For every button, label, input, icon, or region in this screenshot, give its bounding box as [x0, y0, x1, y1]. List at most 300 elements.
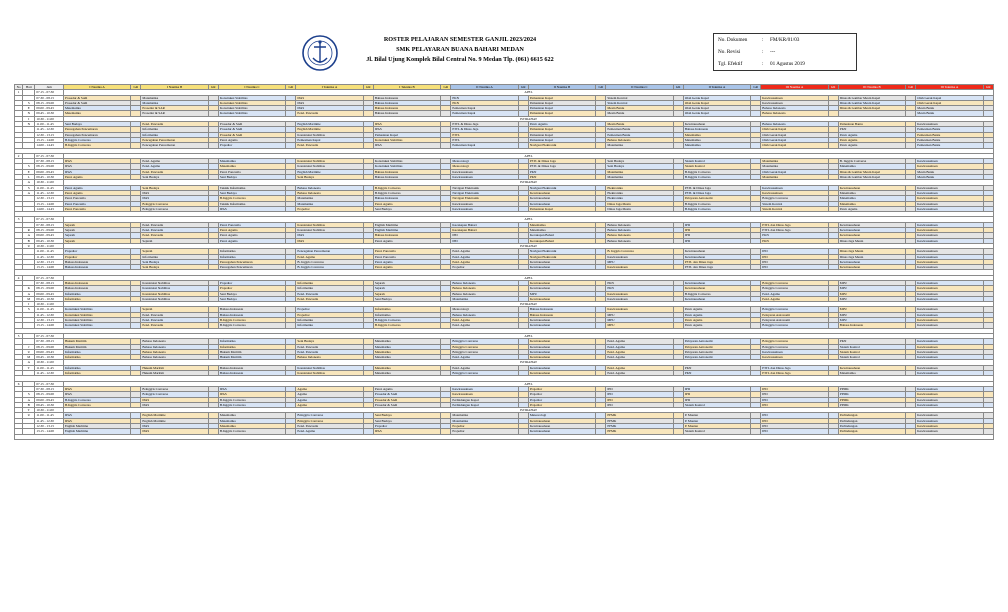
subject-cell: Pend. Pancasila — [141, 122, 208, 127]
subject-cell: IPD — [683, 397, 750, 402]
subject-cell: Informatika — [218, 249, 285, 254]
subject-cell: Bahasa Indonesia — [141, 339, 208, 344]
doc-info-row: No. Dokumen : FM/KR/01/03 — [718, 37, 800, 43]
subject-cell: Pend. Agama — [296, 429, 363, 434]
subject-cell: Pemesinan Kapal — [528, 127, 595, 132]
subject-cell: Pend. Agama — [606, 355, 673, 360]
time-slot: 09.45 - 10.30 — [35, 175, 64, 180]
subject-cell: Hukum Maritim — [141, 365, 208, 370]
subject-cell: Bahasa Indonesia — [63, 265, 130, 270]
subject-cell: B.Inggris Conversa — [761, 280, 828, 285]
subject-cell: Pend. Agama — [838, 132, 905, 137]
subject-cell: Mesin Bantu — [606, 122, 673, 127]
subject-cell: B.Inggris Conversa — [761, 307, 828, 312]
subject-cell: Pelayaran Astronomi — [683, 355, 750, 360]
subject-cell: Agama — [296, 402, 363, 407]
subject-cell: IPAS — [63, 413, 130, 418]
subject-cell: Pend. Agama — [606, 365, 673, 370]
subject-cell: Konstruksi Stabilitas — [296, 159, 363, 164]
subject-cell: English Maritime — [63, 429, 130, 434]
day-letter: M — [23, 296, 35, 301]
day-letter: N — [23, 111, 35, 116]
subject-cell: Projedtor — [528, 386, 595, 391]
subject-cell: Mesin Bantu — [916, 169, 983, 174]
subject-cell: Kewirausahaan — [916, 349, 983, 354]
subject-cell: Pelayaran Astronomi — [761, 312, 828, 317]
school-name: SMK PELAYARAN BUANA BAHARI MEDAN — [396, 46, 524, 53]
subject-cell: PKN — [528, 175, 595, 180]
subject-cell: Bahasa Indonesia — [141, 349, 208, 354]
subject-cell: Meteorologi — [528, 413, 595, 418]
subject-cell: Pend. Pancasila — [141, 323, 208, 328]
subject-cell: Dinas & Gambar Mesin Kapal — [838, 169, 905, 174]
subject-cell: B.Inggris Conversa — [761, 196, 828, 201]
subject-cell: Sejarah — [63, 228, 130, 233]
subject-cell: Kecakapan Bahari — [528, 233, 595, 238]
subject-cell: Matematika — [528, 222, 595, 227]
subject-cell: PPMK — [838, 392, 905, 397]
time-slot: 13.15 - 14.00 — [35, 201, 64, 206]
subject-cell: Kewirausahaan — [451, 206, 518, 211]
subject-cell: Kewirausahaan — [528, 371, 595, 376]
subject-cell: Sistem Kontrol — [606, 100, 673, 105]
subject-cell: Pemesinan Kapal — [451, 106, 518, 111]
subject-cell: Pend. Agama — [606, 344, 673, 349]
subject-cell: P3TL & Dinas Jaga — [683, 190, 750, 195]
day-letter: U — [23, 349, 35, 354]
subject-cell: Kewirausahaan — [916, 413, 983, 418]
subject-cell: PKN — [451, 95, 518, 100]
subject-cell: Olah Gerak Kapal — [916, 100, 983, 105]
subject-cell: Matematika — [296, 196, 363, 201]
subject-cell: PKN — [683, 371, 750, 376]
col-header-class: III Nautika B — [838, 85, 905, 90]
col-header-class: I Nautika B — [141, 85, 208, 90]
doc-info-row: No. Revisi : --- — [718, 49, 776, 55]
time-slot: 07.15 - 07.30 — [35, 381, 64, 386]
subject-cell: Sejarah — [63, 222, 130, 227]
subject-cell: IPAS — [296, 95, 363, 100]
subject-cell: Konstruksi Stabilitas — [296, 371, 363, 376]
day-letter: L — [23, 175, 35, 180]
subject-cell: Pend. Agama — [141, 164, 208, 169]
subject-cell: Seni Budaya — [373, 206, 440, 211]
subject-cell: Bahasa Indonesia — [141, 344, 208, 349]
subject-cell: Kewirausahaan — [528, 296, 595, 301]
subject-cell: Informatika — [296, 286, 363, 291]
col-header-guru: GR — [596, 85, 606, 90]
subject-cell: Pend. Pancasila — [218, 222, 285, 227]
subject-cell: Bahasa Indonesia — [63, 259, 130, 264]
subject-cell: Konstruksi Stabilitas — [63, 312, 130, 317]
col-header-class: II Teknika A — [683, 85, 750, 90]
subject-cell: IPD — [761, 429, 828, 434]
subject-cell: Pemesinan Kapal — [528, 106, 595, 111]
subject-cell: PKN — [528, 169, 595, 174]
subject-cell: Kewirausahaan — [916, 418, 983, 423]
subject-cell: Matematika — [838, 371, 905, 376]
subject-cell: Bahasa Indonesia — [761, 111, 828, 116]
subject-cell: Pend. Agama — [606, 349, 673, 354]
subject-cell: Matematika — [373, 355, 440, 360]
subject-cell: Matematika — [218, 418, 285, 423]
subject-cell: Navigasi Elektronik — [528, 254, 595, 259]
day-letter: S — [23, 185, 35, 190]
subject-cell: Teknik Informatika — [218, 185, 285, 190]
col-header-class: II Nautika A — [451, 85, 518, 90]
col-header-guru: GR — [518, 85, 528, 90]
subject-cell: B.Inggris Conversa — [141, 201, 208, 206]
time-slot: 09.00 - 09.45 — [35, 233, 64, 238]
subject-cell: Kewirausahaan — [916, 238, 983, 243]
time-slot: 12.30 - 13.15 — [35, 424, 64, 429]
subject-cell: Bahasa Indonesia — [373, 100, 440, 105]
subject-cell: Bahasa Indonesia — [606, 222, 673, 227]
subject-cell: Projedtor — [528, 392, 595, 397]
subject-cell: Kewirausahaan — [761, 95, 828, 100]
subject-cell: Elektronika — [606, 196, 673, 201]
subject-cell: Elektronika — [606, 185, 673, 190]
subject-cell: Hukum Maritim — [63, 339, 130, 344]
subject-cell: Pend. Pancasila — [218, 169, 285, 174]
subject-cell: Pelayaran Astronomi — [683, 196, 750, 201]
subject-cell: Kewirausahaan — [761, 355, 828, 360]
time-slot: 07.15 - 07.30 — [35, 333, 64, 338]
subject-cell: Bahasa Indonesia — [218, 371, 285, 376]
subject-cell: Bahasa Indonesia — [373, 175, 440, 180]
break-row: ISTIRAHAT — [63, 116, 993, 121]
apel-row: APEL — [63, 153, 993, 158]
subject-cell: P3TL dan Dinas Jaga — [683, 259, 750, 264]
subject-cell: Prosedur & SAR — [218, 132, 285, 137]
subject-cell: Kewirausahaan — [916, 318, 983, 323]
subject-cell: Sejarah — [141, 238, 208, 243]
subject-cell: Matematika — [373, 339, 440, 344]
subject-cell: Sejarah — [373, 286, 440, 291]
subject-cell: Kewirausahaan — [916, 280, 983, 285]
subject-cell: Bahasa Indonesia — [63, 280, 130, 285]
subject-cell: Pend. Agama — [373, 265, 440, 270]
subject-cell: IPAS — [218, 386, 285, 391]
day-letter: U — [23, 413, 35, 418]
subject-cell: Projedtor — [296, 307, 363, 312]
subject-cell: Seni Budaya — [218, 291, 285, 296]
subject-cell: English Maritime — [141, 413, 208, 418]
subject-cell: Mesin Bantu — [606, 106, 673, 111]
subject-cell: Bahasa Indonesia — [838, 323, 905, 328]
subject-cell: Seni Budaya — [141, 259, 208, 264]
subject-cell: Kewirausahaan — [451, 386, 518, 391]
subject-cell: Kewirausahaan — [528, 424, 595, 429]
subject-cell: Kewirausahaan — [451, 169, 518, 174]
subject-cell: Konstruksi Stabilitas — [296, 365, 363, 370]
subject-cell: Bahasa Indonesia — [451, 312, 518, 317]
subject-cell: Pemesinan Bantu — [916, 137, 983, 142]
subject-cell: Kewirausahaan — [916, 228, 983, 233]
subject-cell: Prosedur & SAR — [141, 106, 208, 111]
subject-cell: Pemesinan Bantu — [606, 127, 673, 132]
subject-cell: Pend. Pancasila — [373, 254, 440, 259]
subject-cell: Perlindungan — [838, 413, 905, 418]
subject-cell: Kewirausahaan — [683, 249, 750, 254]
time-slot: 09.00 - 09.45 — [35, 349, 64, 354]
subject-cell: Kewirausahaan — [916, 286, 983, 291]
subject-cell: Kewirausahaan — [528, 365, 595, 370]
subject-cell: Kewirausahaan — [528, 265, 595, 270]
subject-cell: B.Inggris Conversa — [761, 344, 828, 349]
time-slot: 13.15 - 14.00 — [35, 429, 64, 434]
col-header-guru: GR — [828, 85, 838, 90]
subject-cell: IPD — [761, 424, 828, 429]
subject-cell: Kewirausahaan — [683, 296, 750, 301]
subject-cell: Kewirausahaan — [528, 355, 595, 360]
subject-cell: IPD — [606, 392, 673, 397]
subject-cell: Pemesinan Kapal — [528, 100, 595, 105]
subject-cell: Pencegahan Pencemaran — [141, 137, 208, 142]
subject-cell: Pemesinan Kapal — [528, 95, 595, 100]
subject-cell: Pemesinan Bantu — [916, 127, 983, 132]
subject-cell: Konstruksi Stabilitas — [63, 323, 130, 328]
subject-cell: MPU — [838, 286, 905, 291]
subject-cell: Bahasa Indonesia — [373, 169, 440, 174]
roster-title: ROSTER PELAJARAN SEMESTER GANJIL 2023/2024 — [383, 36, 537, 43]
subject-cell: B.Inggris Conversa — [141, 392, 208, 397]
day-letter: A — [23, 233, 35, 238]
subject-cell: PPMK — [606, 413, 673, 418]
time-slot: 10.30 - 11.00 — [35, 360, 64, 365]
subject-cell: Kewirausahaan — [528, 323, 595, 328]
col-header-class: III Nautika A — [761, 85, 828, 90]
subject-cell: Matematika — [451, 296, 518, 301]
subject-cell: P3TL dan Dinas Jaga — [683, 265, 750, 270]
subject-cell: Pemesinan Kapal — [373, 132, 440, 137]
subject-cell: PPMK — [838, 386, 905, 391]
subject-cell: IPD — [606, 402, 673, 407]
time-slot: 07.30 - 08.15 — [35, 159, 64, 164]
subject-cell: IPAS — [63, 386, 130, 391]
subject-cell: Bahasa Indonesia — [606, 233, 673, 238]
subject-cell: Kewirausahaan — [451, 175, 518, 180]
subject-cell: Pemesinan Bantu — [606, 132, 673, 137]
subject-cell: Kewirausahaan — [916, 365, 983, 370]
subject-cell: Kewirausahaan — [916, 254, 983, 259]
subject-cell: IPAS — [63, 169, 130, 174]
subject-cell: Informatika — [373, 312, 440, 317]
subject-cell: PKN — [838, 127, 905, 132]
subject-cell: MPU — [838, 307, 905, 312]
subject-cell: Pend. Pancasila — [373, 249, 440, 254]
subject-cell: Seni Budaya — [141, 265, 208, 270]
subject-cell: MPU — [528, 291, 595, 296]
day-letter: B — [23, 402, 35, 407]
time-slot: 08.15 - 09.00 — [35, 344, 64, 349]
subject-cell: B.Inggris Conversa — [141, 386, 208, 391]
day-letter: S — [23, 392, 35, 397]
subject-cell: Pend. Agama — [373, 201, 440, 206]
subject-cell: Konstruksi Stabilitas — [63, 318, 130, 323]
subject-cell: Pemesinan Bantu — [838, 122, 905, 127]
subject-cell: IPD — [606, 386, 673, 391]
time-slot: 14.00 - 14.45 — [35, 143, 64, 148]
subject-cell: Bahasa Indonesia — [683, 127, 750, 132]
subject-cell: Olah Gerak Kapal — [683, 111, 750, 116]
subject-cell: P3TL & Dinas Jaga — [528, 159, 595, 164]
subject-cell: Matematika — [761, 159, 828, 164]
subject-cell: Meteorologi — [451, 307, 518, 312]
subject-cell: English Maritime — [63, 424, 130, 429]
subject-cell: Kewirausahaan — [916, 222, 983, 227]
subject-cell: Matematika — [606, 169, 673, 174]
subject-cell: Hukum Maritim — [218, 355, 285, 360]
subject-cell: IPD — [761, 397, 828, 402]
subject-cell: Informatika — [218, 254, 285, 259]
subject-cell: P3TL & Dinas Jaga — [451, 127, 518, 132]
subject-cell: Seni Budaya — [141, 185, 208, 190]
subject-cell: IPD — [683, 386, 750, 391]
subject-cell: MPU — [838, 291, 905, 296]
time-slot: 10.30 - 11.00 — [35, 243, 64, 248]
subject-cell: Kewirausahaan — [916, 259, 983, 264]
subject-cell: Pend. Agama — [63, 185, 130, 190]
subject-cell: Bahasa Indonesia — [296, 355, 363, 360]
subject-cell: Konstruksi Stabilitas — [141, 280, 208, 285]
subject-cell: Olah Gerak Kapal — [761, 132, 828, 137]
subject-cell: Bahasa Indonesia — [373, 111, 440, 116]
subject-cell: Pend. Pancasila — [296, 296, 363, 301]
subject-cell: Pend. Pancasila — [141, 312, 208, 317]
subject-cell: Pend. Pancasila — [296, 349, 363, 354]
subject-cell: Meteorologi — [451, 159, 518, 164]
subject-cell: Pend. Agama — [218, 137, 285, 142]
subject-cell: Dinas & Gambar Mesin Kapal — [838, 106, 905, 111]
subject-cell: Dinas Jaga Mesin — [838, 249, 905, 254]
time-slot: 07.30 - 08.15 — [35, 339, 64, 344]
subject-cell: Informatika — [63, 365, 130, 370]
subject-cell: P. Muatan — [683, 413, 750, 418]
subject-cell: Matematika — [838, 201, 905, 206]
subject-cell: Kewirausahaan — [528, 344, 595, 349]
subject-cell: Seni Budaya — [218, 175, 285, 180]
subject-cell: Pend. Pancasila — [141, 318, 208, 323]
col-header-class: I Nautika C — [218, 85, 285, 90]
subject-cell: B.Inggris Conversa — [141, 206, 208, 211]
subject-cell: English Maritime — [296, 127, 363, 132]
subject-cell: Pencegahan Pencemaran — [63, 132, 130, 137]
subject-cell: Seni Budaya — [373, 413, 440, 418]
subject-cell: Matematika — [838, 164, 905, 169]
col-header-guru: GR — [286, 85, 296, 90]
subject-cell: Perlindungan — [838, 424, 905, 429]
subject-cell: Kewirausahaan — [916, 402, 983, 407]
subject-cell: P3TL — [451, 132, 518, 137]
subject-cell: P3TL dan Dinas Jaga — [761, 371, 828, 376]
roster-table — [14, 84, 994, 440]
subject-cell: Pend. Agama — [451, 323, 518, 328]
subject-cell: Hukum Maritim — [141, 371, 208, 376]
subject-cell: Matematika — [218, 164, 285, 169]
row-number: 4 — [15, 275, 23, 280]
subject-cell: Seni Budaya — [141, 175, 208, 180]
subject-cell: IPAS — [296, 100, 363, 105]
subject-cell: Projedtor — [451, 429, 518, 434]
subject-cell: Bahasa Indonesia — [373, 196, 440, 201]
subject-cell: Matematika — [141, 95, 208, 100]
subject-cell: Informatika — [373, 307, 440, 312]
subject-cell: Matematika — [141, 100, 208, 105]
subject-cell: Olah Gerak Kapal — [683, 95, 750, 100]
time-slot: 08.15 - 09.00 — [35, 100, 64, 105]
time-slot: 08.15 - 09.00 — [35, 228, 64, 233]
subject-cell: Bahasa Indonesia — [451, 286, 518, 291]
time-slot: 12.30 - 13.15 — [35, 132, 64, 137]
subject-cell: Pend. Agama — [683, 312, 750, 317]
subject-cell: Kewirausahaan — [916, 312, 983, 317]
subject-cell: Kewirausahaan — [838, 265, 905, 270]
subject-cell: Matematika — [761, 164, 828, 169]
subject-cell: Pend. Pancasila — [296, 111, 363, 116]
subject-cell: B.Inggris Conversa — [373, 318, 440, 323]
subject-cell: Seni Budaya — [373, 418, 440, 423]
subject-cell: Informatika — [141, 132, 208, 137]
day-letter: E — [23, 106, 35, 111]
subject-cell: PPMK — [606, 424, 673, 429]
subject-cell: Pend. Pancasila — [296, 344, 363, 349]
time-slot: 07.15 - 07.30 — [35, 153, 64, 158]
subject-cell: Pelayaran Astronomi — [683, 344, 750, 349]
subject-cell: MPU — [838, 318, 905, 323]
time-slot: 07.30 - 08.15 — [35, 280, 64, 285]
subject-cell: Pend. Agama — [528, 122, 595, 127]
subject-cell: Konstruksi Stabilitas — [218, 100, 285, 105]
subject-cell: Pend. Pancasila — [141, 228, 208, 233]
subject-cell: Matematika — [606, 143, 673, 148]
row-number: 1 — [15, 90, 23, 95]
subject-cell: Kewirausahaan — [606, 254, 673, 259]
subject-cell: Kewirausahaan — [916, 265, 983, 270]
subject-cell: Kewirausahaan — [916, 355, 983, 360]
subject-cell: Bahasa Indonesia — [296, 190, 363, 195]
day-letter: N — [23, 122, 35, 127]
subject-cell: Pend. Agama — [373, 259, 440, 264]
subject-cell: P3TL & Dinas Jaga — [528, 164, 595, 169]
subject-cell: B.Inggris Conversa — [296, 413, 363, 418]
subject-cell: Pend. Agama — [296, 254, 363, 259]
subject-cell: Konstruksi Stabilitas — [63, 307, 130, 312]
subject-cell: Kewirausahaan — [528, 196, 595, 201]
subject-cell: PPMK — [606, 418, 673, 423]
subject-cell: Konstruksi Stabilitas — [296, 132, 363, 137]
subject-cell: IPD — [761, 265, 828, 270]
col-header-guru: GR — [983, 85, 993, 90]
subject-cell: Mesin Bantu — [916, 175, 983, 180]
subject-cell: Pend. Pancasila — [296, 143, 363, 148]
subject-cell: IPD — [606, 397, 673, 402]
day-letter: I — [23, 116, 35, 121]
subject-cell: Bahasa Indonesia — [218, 312, 285, 317]
subject-cell: Kewirausahaan — [916, 386, 983, 391]
subject-cell: Pemesinan Kapal — [451, 143, 518, 148]
subject-cell: IPAS — [141, 424, 208, 429]
subject-cell: IPAS — [141, 429, 208, 434]
apel-row: APEL — [63, 381, 993, 386]
subject-cell: Kewirausahaan — [528, 349, 595, 354]
break-row: ISTIRAHAT — [63, 243, 993, 248]
subject-cell: Bahasa Indonesia — [218, 307, 285, 312]
subject-cell: B. Inggris Conversa — [606, 249, 673, 254]
subject-cell: B.Inggris Conversa — [683, 175, 750, 180]
subject-cell: PPMK — [838, 402, 905, 407]
day-letter: K — [23, 286, 35, 291]
